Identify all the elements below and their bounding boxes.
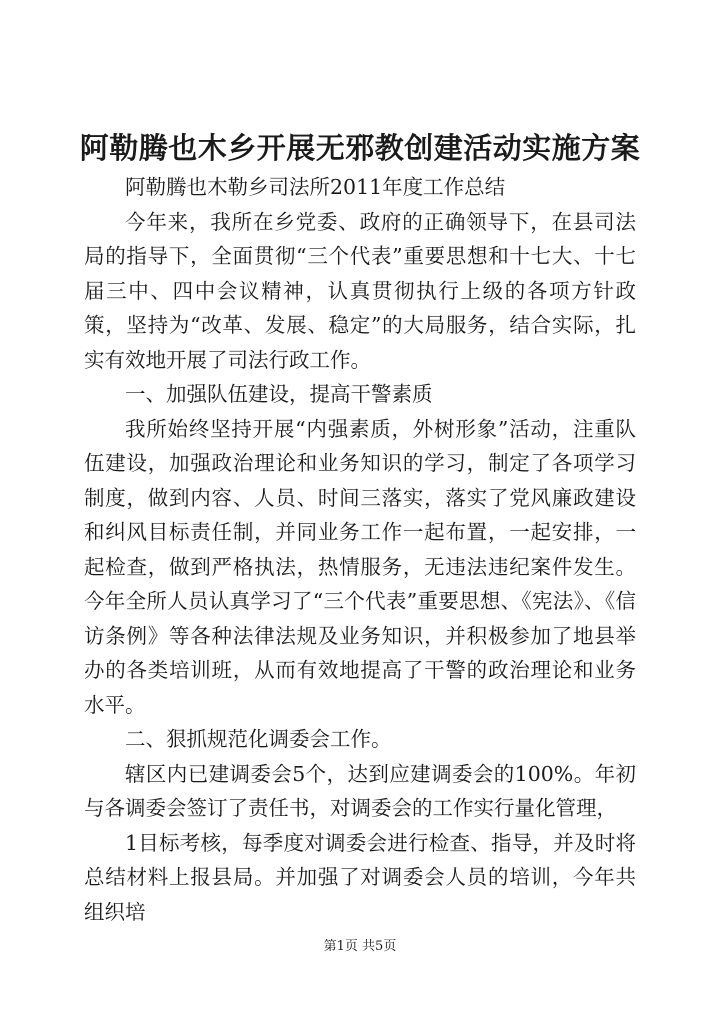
intro-paragraph: 今年来，我所在乡党委、政府的正确领导下，在县司法局的指导下，全面贯彻“三个代表”重要思想和十七大、十七届三中、四中会议精神，认真贯彻执行上级的各项方针政策，坚持为“改革、发展、稳定”的大局服务，结合实际，扎实有效地开展了司法行政工作。: [84, 209, 636, 372]
section-1-paragraph: 我所始终坚持开展“内强素质，外树形象”活动，注重队伍建设，加强政治理论和业务知识的学习，制定了各项学习制度，做到内容、人员、时间三落实，落实了党风廉政建设和纠风目标责任制，并同业务工作一起布置，一起安排，一起检查，做到严格执法，热情服务，无违法违纪案件发生。今年全所人员认真学习了“三个代表”重要思想、《宪法》、《信访条例》等各种法律法规及业务知识，并积极参加了地县举办的各类培训班，从而有效地提高了干警的政治理论和业务水平。: [84, 416, 636, 717]
document-title: 阿勒腾也木乡开展无邪教创建活动实施方案: [79, 131, 641, 165]
section-2-paragraph: 辖区内已建调委会5个，达到应建调委会的100%。年初与各调委会签订了责任书，对调委会的工作实行量化管理，: [84, 761, 636, 820]
page-footer: 第1页 共5页: [323, 939, 397, 954]
section-2-continued-paragraph: 1目标考核，每季度对调委会进行检查、指导，并及时将总结材料上报县局。并加强了对调委会人员的培训，今年共组织培: [84, 830, 636, 924]
subtitle-paragraph: 阿勒腾也木勒乡司法所2011年度工作总结: [125, 175, 506, 199]
document-body: [84, 170, 636, 929]
section-heading-2: 二、狠抓规范化调委会工作。: [125, 727, 392, 751]
section-heading-1: 一、加强队伍建设，提高干警素质: [125, 382, 433, 406]
